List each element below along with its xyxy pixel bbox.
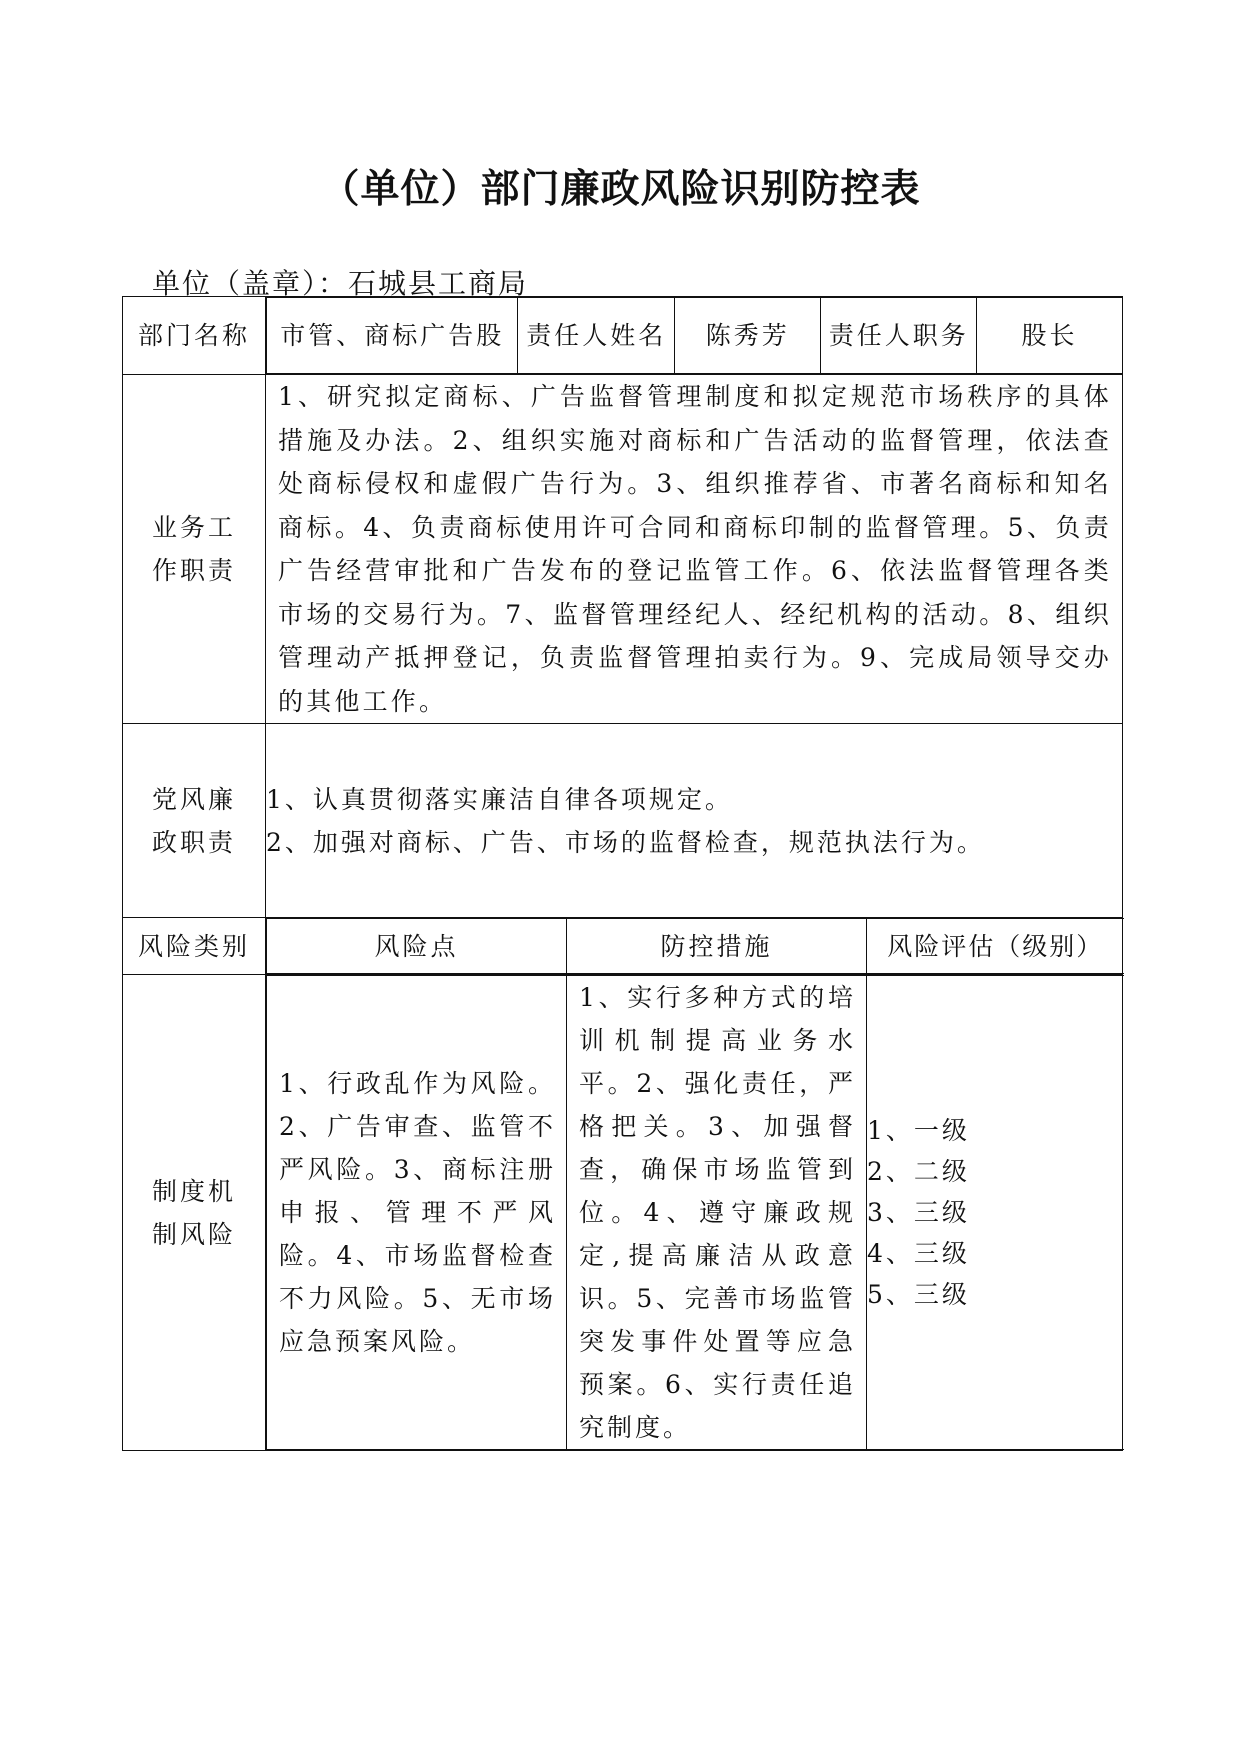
dept-name-value: 市管、商标广告股 (267, 298, 518, 374)
risk-category-header: 风险类别 (123, 918, 266, 975)
risk-content-row (123, 975, 1123, 1451)
risk-points-text: 1、行政乱作为风险。2、广告审查、监管不严风险。3、商标注册申报、管理不严风险。4、市场监督检查不力风险。5、无市场应急预案风险。 (267, 976, 567, 1450)
business-duty-text: 1、研究拟定商标、广告监督管理制度和拟定规范市场秩序的具体措施及办法。2、组织实施对商标和广告活动的监督管理，依法查处商标侵权和虚假广告行为。3、组织推荐省、市著名商标和知名商标。4、负责商标使用许可合同和商标印制的监督管理。5、负责广告经营审批和广告发布的登记监管工作。6、依法监督管理各类市场的交易行为。7、监督管理经纪人、经纪机构的活动。8、组织管理动产抵押登记，负责监督管理拍卖行为。9、完成局领导交办的其他工作。 (266, 375, 1123, 724)
dept-info-cells (266, 297, 1123, 375)
party-duty-label (123, 724, 266, 918)
risk-category-line2: 制风险 (151, 1219, 236, 1249)
risk-levels-list (867, 976, 1124, 1450)
unit-label: 单位（盖章）： (152, 267, 349, 300)
risk-content-cells (266, 975, 1123, 1451)
responsible-position-value: 股长 (977, 298, 1122, 374)
risk-level-item: 4、三级 (867, 1239, 970, 1268)
party-duty-item: 1、认真贯彻落实廉洁自律各项规定。 (266, 784, 733, 814)
dept-name-label: 部门名称 (123, 297, 266, 375)
unit-value: 石城县工商局 (348, 267, 529, 300)
party-duty-label-line2: 政职责 (151, 827, 236, 857)
responsible-person-label: 责任人姓名 (518, 298, 675, 374)
party-duty-row (123, 724, 1123, 918)
risk-category-line1: 制度机 (151, 1176, 236, 1206)
risk-level-item: 3、三级 (867, 1198, 970, 1227)
risk-control-table (122, 296, 1123, 1451)
risk-assessment-header: 风险评估（级别） (867, 919, 1124, 974)
business-duty-label (123, 375, 266, 724)
business-duty-label-line2: 作职责 (151, 556, 236, 585)
responsible-position-label: 责任人职务 (821, 298, 977, 374)
business-duty-row (123, 375, 1123, 724)
risk-header-row (123, 918, 1123, 975)
risk-level-item: 1、一级 (867, 1116, 970, 1145)
risk-header-cells (266, 918, 1123, 975)
risk-point-header: 风险点 (267, 919, 567, 974)
business-duty-label-line1: 业务工 (151, 513, 236, 542)
party-duty-label-line1: 党风廉 (151, 784, 236, 814)
risk-level-item: 2、二级 (867, 1157, 970, 1186)
page-title: （单位）部门廉政风险识别防控表 (320, 167, 921, 212)
party-duty-item: 2、加强对商标、广告、市场的监督检查，规范执法行为。 (266, 827, 985, 857)
risk-level-item: 5、三级 (867, 1280, 970, 1309)
responsible-person-value: 陈秀芳 (675, 298, 821, 374)
control-measures-header: 防控措施 (567, 919, 867, 974)
department-info-row (123, 297, 1123, 375)
risk-category-label (123, 975, 266, 1451)
party-duty-items (266, 724, 1123, 918)
control-measures-text: 1、实行多种方式的培训机制提高业务水平。2、强化责任，严格把关。3、加强督查，确保市场监管到位。4、遵守廉政规定,提高廉洁从政意识。5、完善市场监管突发事件处置等应急预案。6、实行责任追究制度。 (567, 976, 867, 1450)
